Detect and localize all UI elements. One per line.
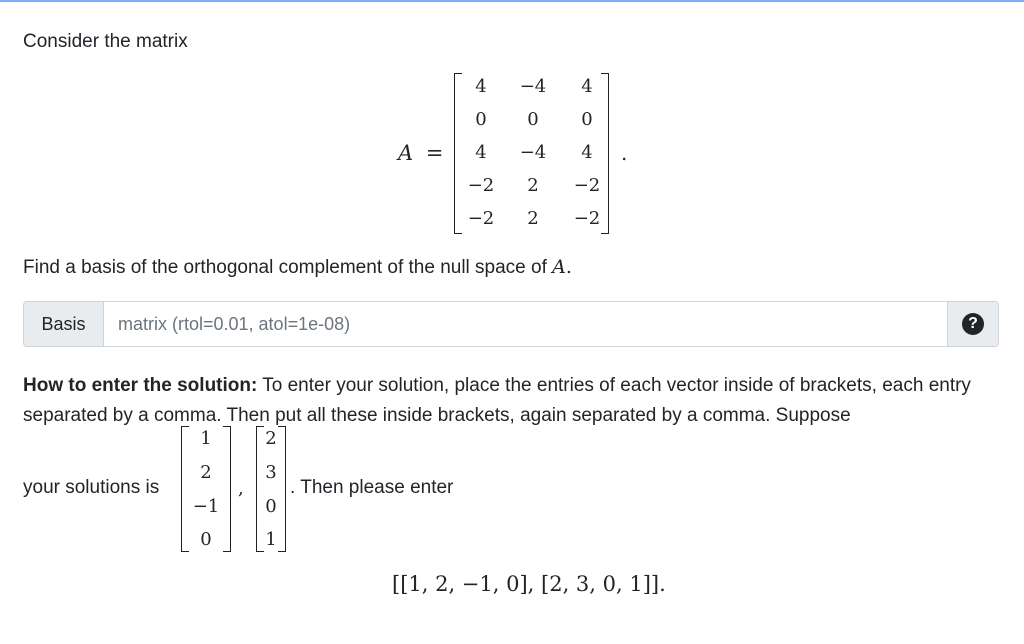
matrix-cell: 4: [581, 142, 593, 163]
example-prefix: your solutions is: [23, 477, 160, 498]
matrix-cell: 0: [475, 109, 487, 130]
example-answer: [[1, 2, −1, 0], [2, 3, 0, 1]].: [392, 572, 666, 596]
answer-input-group: [23, 301, 999, 347]
matrix-cell: 4: [475, 76, 487, 97]
question-end: .: [565, 256, 572, 278]
matrix-cell: 0: [527, 109, 539, 130]
matrix-cell: −2: [573, 175, 601, 196]
question-var: A: [552, 256, 566, 278]
intro-text: Consider the matrix: [23, 31, 188, 52]
basis-input[interactable]: [104, 302, 949, 346]
matrix-cell: 4: [581, 76, 593, 97]
matrix-cell: 2: [527, 175, 539, 196]
help-button[interactable]: [947, 302, 998, 346]
vector-entry: 3: [265, 462, 277, 483]
left-bracket: [181, 426, 189, 552]
matrix-cell: 0: [581, 109, 593, 130]
matrix-cell: −4: [519, 76, 547, 97]
matrix-cell: 2: [527, 208, 539, 229]
matrix-name: A: [398, 141, 414, 165]
matrix-cell: −4: [519, 142, 547, 163]
left-bracket: [454, 73, 462, 234]
example-suffix: . Then please enter: [290, 477, 454, 498]
vector-entry: 2: [200, 462, 212, 483]
equals-sign: =: [425, 141, 444, 165]
vector-entry: 0: [265, 496, 277, 517]
matrix-equation-label: [398, 141, 443, 165]
instructions-body: To enter your solution, place the entries of each vector inside of brackets, each entry separated by a comma. Then put all these inside brackets, again separated by a comma. Suppose: [23, 375, 971, 426]
left-bracket: [256, 426, 264, 552]
top-accent-line: [0, 0, 1024, 2]
matrix-cell: −2: [573, 208, 601, 229]
right-bracket: [601, 73, 609, 234]
example-vector-1: [181, 426, 231, 552]
question-mark-icon: ?: [962, 313, 984, 335]
instructions-heading: How to enter the solution:: [23, 375, 258, 396]
vector-entry: 0: [200, 529, 212, 550]
question-sentence: Find a basis of the orthogonal complement of the null space of: [23, 257, 553, 278]
vector-entry: −1: [192, 496, 220, 517]
matrix-cell: −2: [467, 208, 495, 229]
right-bracket: [278, 426, 286, 552]
vector-entry: 1: [265, 529, 277, 550]
matrix-cell: −2: [467, 175, 495, 196]
right-bracket: [223, 426, 231, 552]
example-vector-2: [256, 426, 286, 552]
matrix-cell: 4: [475, 142, 487, 163]
basis-label: Basis: [24, 302, 104, 346]
vector-separator: ,: [238, 478, 244, 499]
matrix-period: .: [621, 141, 628, 165]
instructions-paragraph: [23, 371, 1003, 431]
vector-entry: 2: [265, 428, 277, 449]
matrix-A: [454, 73, 609, 234]
question-text: [23, 256, 572, 279]
vector-entry: 1: [200, 428, 212, 449]
